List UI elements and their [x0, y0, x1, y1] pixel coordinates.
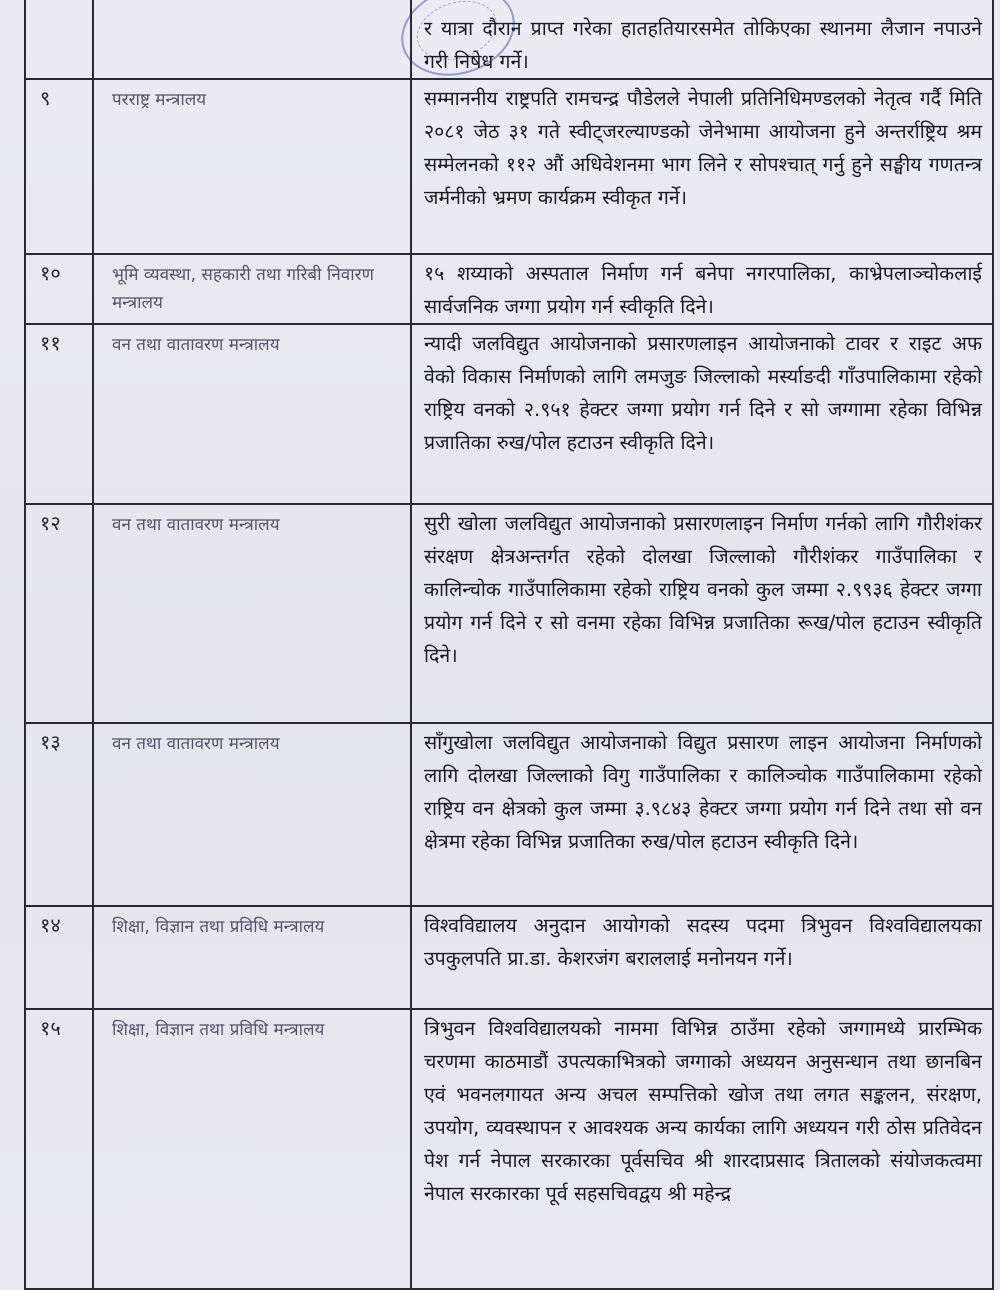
row-number: १४ [25, 906, 93, 1009]
row-number: १३ [25, 723, 93, 906]
decision-text: न्यादी जलविद्युत आयोजनाको प्रसारणलाइन आयोजनाको टावर र राइट अफ वेको विकास निर्माणको लागि लमजुङ जिल्लाको मर्स्याङदी गाँउपालिकामा रहेको राष्ट्रिय वनको २.९५१ हेक्टर जग्गा प्रयोग गर्न दिने र सो जग्गामा रहेका विभिन्न प्रजातिका रुख/पोल हटाउन स्वीकृति दिने। [411, 324, 993, 504]
ministry-name: परराष्ट्र मन्त्रालय [93, 79, 411, 254]
row-number [25, 0, 93, 79]
ministry-name: वन तथा वातावरण मन्त्रालय [93, 723, 411, 906]
ministry-name: भूमि व्यवस्था, सहकारी तथा गरिबी निवारण मन्त्रालय [93, 254, 411, 324]
table-row [25, 0, 993, 79]
row-number: १० [25, 254, 93, 324]
ministry-name: शिक्षा, विज्ञान तथा प्रविधि मन्त्रालय [93, 906, 411, 1009]
row-number: १५ [25, 1009, 93, 1289]
cabinet-decisions-table [24, 0, 994, 1290]
decision-text: १५ शय्याको अस्पताल निर्माण गर्न बनेपा नगरपालिका, काभ्रेपलाञ्चोकलाई सार्वजनिक जग्गा प्रयोग गर्न स्वीकृति दिने। [411, 254, 993, 324]
table-row [25, 254, 993, 324]
ministry-name: वन तथा वातावरण मन्त्रालय [93, 504, 411, 723]
table-row [25, 79, 993, 254]
row-number: १२ [25, 504, 93, 723]
decision-text: त्रिभुवन विश्वविद्यालयको नाममा विभिन्न ठाउँमा रहेको जग्गामध्ये प्रारम्भिक चरणमा काठमाडौं उपत्यकाभित्रको जग्गाको अध्ययन अनुसन्धान तथा छानबिन एवं भवनलगायत अन्य अचल सम्पत्तिको खोज तथा लगत सङ्कलन, संरक्षण, उपयोग, व्यवस्थापन र आवश्यक अन्य कार्यका लागि अध्ययन गरी ठोस प्रतिवेदन पेश गर्न नेपाल सरकारका पूर्वसचिव श्री शारदाप्रसाद त्रितालको संयोजकत्वमा नेपाल सरकारका पूर्व सहसचिवद्वय श्री महेन्द्र [411, 1009, 993, 1289]
row-number: ९ [25, 79, 93, 254]
row-number: ११ [25, 324, 93, 504]
decision-text: र यात्रा दौरान प्राप्त गरेका हातहतियारसमेत तोकिएका स्थानमा लैजान नपाउने गरी निषेध गर्ने। [411, 0, 993, 79]
table-row [25, 723, 993, 906]
table-row [25, 324, 993, 504]
decision-text: सुरी खोला जलविद्युत आयोजनाको प्रसारणलाइन निर्माण गर्नको लागि गौरीशंकर संरक्षण क्षेत्रअन्तर्गत रहेको दोलखा जिल्लाको गौरीशंकर गाउँपालिका र कालिन्चोक गाउँपालिकामा रहेको राष्ट्रिय वनको कुल जम्मा २.९९३६ हेक्टर जग्गा प्रयोग गर्न दिने र सो वनमा रहेका विभिन्न प्रजातिका रूख/पोल हटाउन स्वीकृति दिने। [411, 504, 993, 723]
decision-text: साँगुखोला जलविद्युत आयोजनाको विद्युत प्रसारण लाइन आयोजना निर्माणको लागि दोलखा जिल्लाको विगु गाउँपालिका र कालिञ्चोक गाउँपालिकामा रहेको राष्ट्रिय वन क्षेत्रको कुल जम्मा ३.९८४३ हेक्टर जग्गा प्रयोग गर्न दिने तथा सो वन क्षेत्रमा रहेका विभिन्न प्रजातिका रुख/पोल हटाउन स्वीकृति दिने। [411, 723, 993, 906]
ministry-name: शिक्षा, विज्ञान तथा प्रविधि मन्त्रालय [93, 1009, 411, 1289]
decision-text: विश्वविद्यालय अनुदान आयोगको सदस्य पदमा त्रिभुवन विश्वविद्यालयका उपकुलपति प्रा.डा. केशरजंग बराललाई मनोनयन गर्ने। [411, 906, 993, 1009]
table-row [25, 504, 993, 723]
ministry-name [93, 0, 411, 79]
table-row [25, 906, 993, 1009]
table-row [25, 1009, 993, 1289]
decision-text: सम्माननीय राष्ट्रपति रामचन्द्र पौडेलले नेपाली प्रतिनिधिमण्डलको नेतृत्व गर्दै मिति २०८१ जेठ ३१ गते स्वीट्जरल्याण्डको जेनेभामा आयोजना हुने अन्तर्राष्ट्रिय श्रम सम्मेलनको ११२ औं अधिवेशनमा भाग लिने र सोपश्चात् गर्नु हुने सङ्घीय गणतन्त्र जर्मनीको भ्रमण कार्यक्रम स्वीकृत गर्ने। [411, 79, 993, 254]
ministry-name: वन तथा वातावरण मन्त्रालय [93, 324, 411, 504]
